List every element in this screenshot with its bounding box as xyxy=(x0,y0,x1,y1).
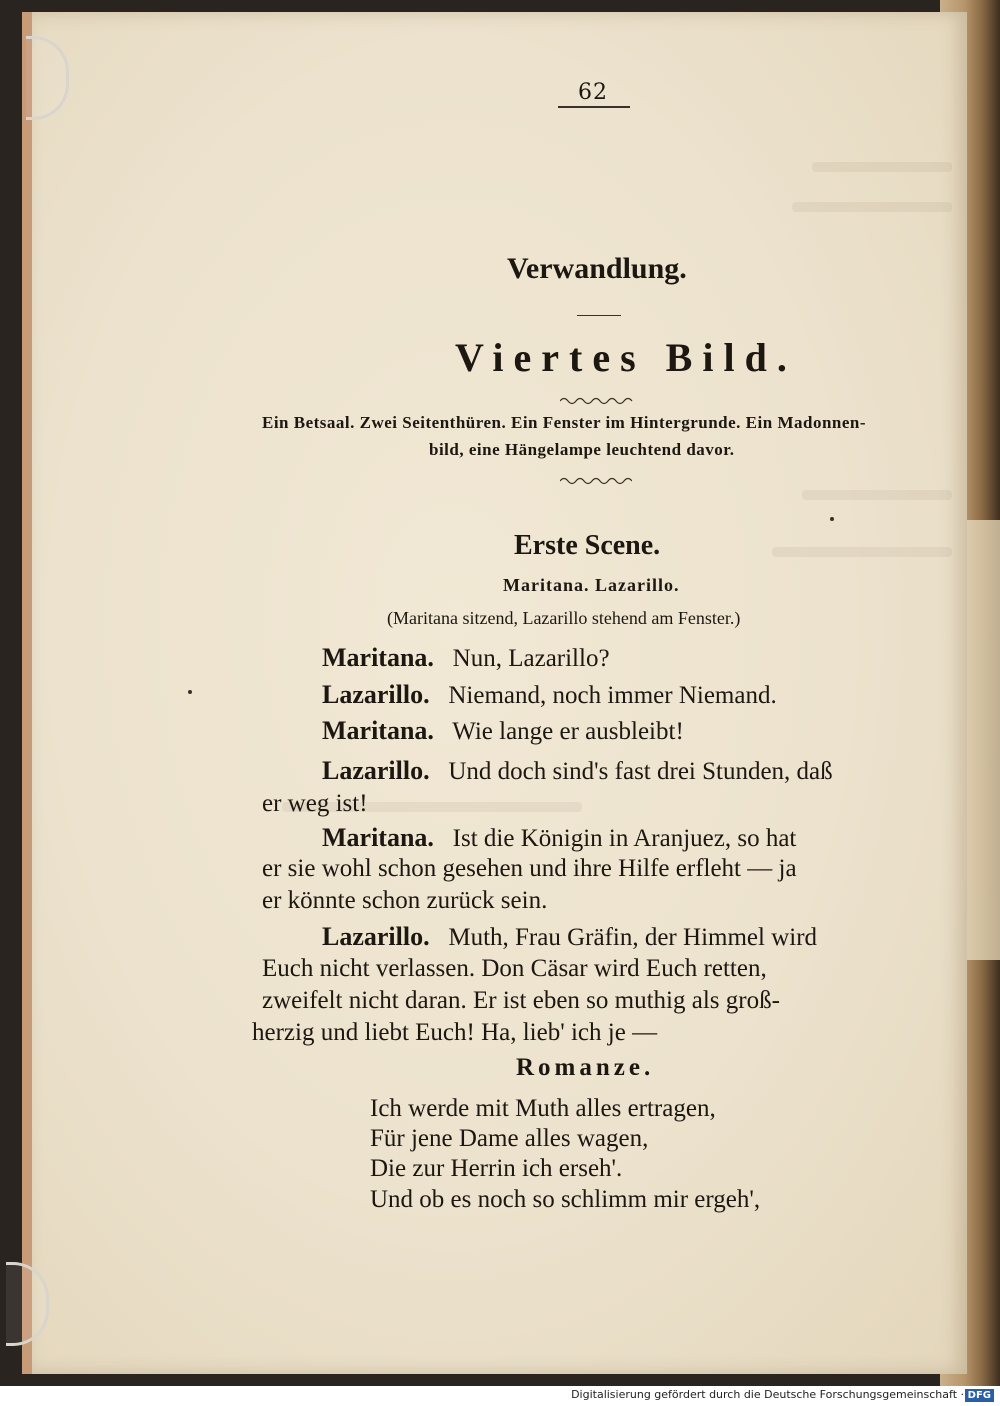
dialogue-line xyxy=(322,643,610,673)
speck xyxy=(188,690,192,694)
dialogue-text: Und doch sind's fast drei Stunden, daß xyxy=(448,758,833,785)
dialogue-line xyxy=(322,823,796,853)
dialogue-text: Niemand, noch immer Niemand. xyxy=(448,682,777,709)
dialogue-line: er weg ist! xyxy=(262,790,368,817)
footer-credit: Digitalisierung gefördert durch die Deutsche Forschungsgemeinschaft · xyxy=(571,1388,964,1401)
transformation-heading: Verwandlung. xyxy=(507,252,687,285)
ornament-squiggle xyxy=(560,396,634,406)
dialogue-line: Euch nicht verlassen. Don Cäsar wird Euch retten, xyxy=(262,955,767,982)
verse-line: Die zur Herrin ich erseh'. xyxy=(370,1155,623,1182)
scene-heading: Viertes Bild. xyxy=(455,335,797,380)
bleed-through xyxy=(792,202,952,212)
dialogue-line xyxy=(322,716,684,746)
page-number-rule xyxy=(558,106,630,108)
bleed-through xyxy=(772,547,952,557)
dialogue-line xyxy=(322,756,918,786)
speaker: Lazarillo. xyxy=(322,680,430,709)
dialogue-line: zweifelt nicht daran. Er ist eben so muthig als groß- xyxy=(262,987,780,1014)
footer-bar xyxy=(0,1386,1000,1406)
speaker: Maritana. xyxy=(322,716,434,745)
dialogue-text: Muth, Frau Gräfin, der Himmel wird xyxy=(448,924,818,951)
dialogue-line xyxy=(322,922,817,952)
ornament-squiggle xyxy=(560,476,632,486)
verse-line: Und ob es noch so schlimm mir ergeh', xyxy=(370,1186,761,1213)
dialogue-line: er könnte schon zurück sein. xyxy=(262,887,548,914)
dialogue-text: Wie lange er ausbleibt! xyxy=(452,718,684,745)
speaker: Lazarillo. xyxy=(322,922,430,951)
dialogue-text: Ist die Königin in Aranjuez, so hat xyxy=(452,825,797,852)
dialogue-text: Nun, Lazarillo? xyxy=(452,645,610,672)
bleed-through xyxy=(812,162,952,172)
speaker: Lazarillo. xyxy=(322,756,430,785)
dialogue-line: herzig und liebt Euch! Ha, lieb' ich je — xyxy=(252,1019,658,1046)
romanze-title: Romanze. xyxy=(516,1054,655,1081)
stage-direction-line: bild, eine Hängelampe leuchtend davor. xyxy=(429,440,735,459)
speck xyxy=(830,517,834,521)
dialogue-line xyxy=(322,680,777,710)
section-rule xyxy=(577,315,621,316)
dfg-logo: DFG xyxy=(965,1389,994,1402)
parenthetical-direction: (Maritana sitzend, Lazarillo stehend am Fenster.) xyxy=(387,608,741,628)
dialogue-line: er sie wohl schon gesehen und ihre Hilfe erfleht — ja xyxy=(262,855,797,882)
scene-title: Erste Scene. xyxy=(514,530,661,561)
stage-direction-line: Ein Betsaal. Zwei Seitenthüren. Ein Fenster im Hintergrunde. Ein Madonnen- xyxy=(262,413,867,432)
page-number: 62 xyxy=(578,80,608,105)
bleed-through xyxy=(802,490,952,500)
speaker: Maritana. xyxy=(322,643,434,672)
verse-line: Für jene Dame alles wagen, xyxy=(370,1125,649,1152)
speaker: Maritana. xyxy=(322,823,434,852)
verse-line: Ich werde mit Muth alles ertragen, xyxy=(370,1095,716,1122)
character-list: Maritana. Lazarillo. xyxy=(503,575,680,595)
